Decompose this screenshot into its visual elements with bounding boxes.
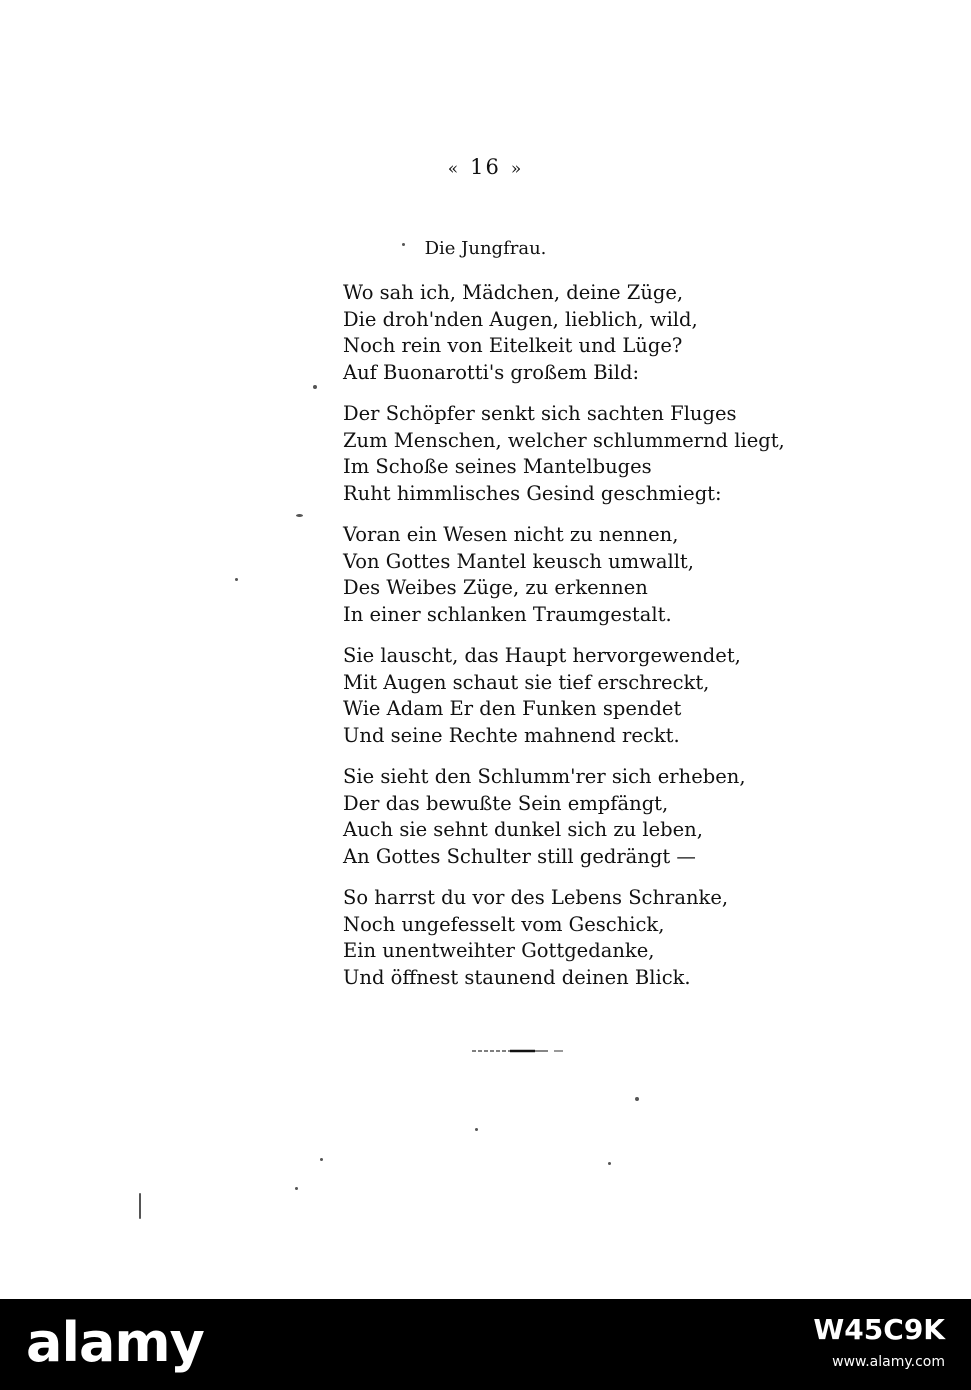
poem-line: Auch sie sehnt dunkel sich zu leben,: [343, 818, 703, 841]
poem-line: Im Schoße seines Mantelbuges: [343, 455, 652, 478]
poem-line: Des Weibes Züge, zu erkennen: [343, 576, 648, 599]
ornament-right: »: [510, 159, 524, 179]
poem-line: Wo sah ich, Mädchen, deine Züge,: [343, 281, 684, 304]
poem-line: Wie Adam Er den Funken spendet: [343, 697, 682, 720]
print-speck: [635, 1097, 639, 1101]
stanza: [343, 522, 763, 628]
page-number: 16: [470, 155, 501, 179]
poem-line: Und seine Rechte mahnend reckt.: [343, 723, 680, 747]
watermark-footer: [0, 1299, 971, 1390]
poem-line: Und öffnest staunend deinen Blick.: [343, 965, 691, 989]
poem-line: Mit Augen schaut sie tief erschreckt,: [343, 670, 710, 694]
print-speck: [296, 514, 303, 517]
poem-line: Der Schöpfer senkt sich sachten Fluges: [343, 402, 737, 425]
print-speck: [235, 578, 238, 581]
image-id: W45C9K: [813, 1313, 945, 1346]
poem-line: So harrst du vor des Lebens Schranke,: [343, 886, 729, 909]
poem-line: Der das bewußte Sein empfängt,: [343, 791, 669, 815]
poem-line: Noch ungefesselt vom Geschick,: [343, 912, 665, 936]
poem-line: In einer schlanken Traumgestalt.: [343, 602, 672, 626]
poem-body: [343, 280, 785, 1006]
poem-line: Voran ein Wesen nicht zu nennen,: [343, 523, 679, 546]
print-speck: [295, 1187, 298, 1190]
page-number-header: [0, 155, 971, 179]
site-url: www.alamy.com: [832, 1354, 945, 1370]
stanza: [343, 885, 763, 991]
stanza: [343, 764, 763, 870]
brand-logo: alamy: [26, 1311, 204, 1374]
print-speck: [402, 243, 405, 246]
poem-line: Ein unentweihter Gottgedanke,: [343, 939, 655, 962]
print-speck: [139, 1193, 141, 1219]
poem-line: Sie lauscht, das Haupt hervorgewendet,: [343, 644, 741, 667]
ornament-left: «: [447, 159, 461, 179]
poem-line: Von Gottes Mantel keusch umwallt,: [343, 549, 694, 573]
poem-line: Sie sieht den Schlumm'rer sich erheben,: [343, 765, 746, 788]
end-ornament-separator: [470, 1048, 565, 1054]
poem-line: Zum Menschen, welcher schlummernd liegt,: [343, 428, 785, 452]
poem-line: Ruht himmlisches Gesind geschmiegt:: [343, 481, 722, 505]
poem-title: Die Jungfrau.: [424, 238, 547, 259]
poem-line: Die droh'nden Augen, lieblich, wild,: [343, 307, 698, 331]
poem-line: Auf Buonarotti's großem Bild:: [343, 360, 640, 384]
stanza: [343, 401, 785, 507]
stanza: [343, 280, 763, 386]
stanza: [343, 643, 763, 749]
print-speck: [313, 385, 317, 389]
poem-line: An Gottes Schulter still gedrängt —: [343, 844, 696, 868]
print-speck: [608, 1162, 611, 1165]
print-speck: [320, 1158, 323, 1161]
poem-line: Noch rein von Eitelkeit und Lüge?: [343, 334, 683, 357]
print-speck: [475, 1128, 478, 1131]
